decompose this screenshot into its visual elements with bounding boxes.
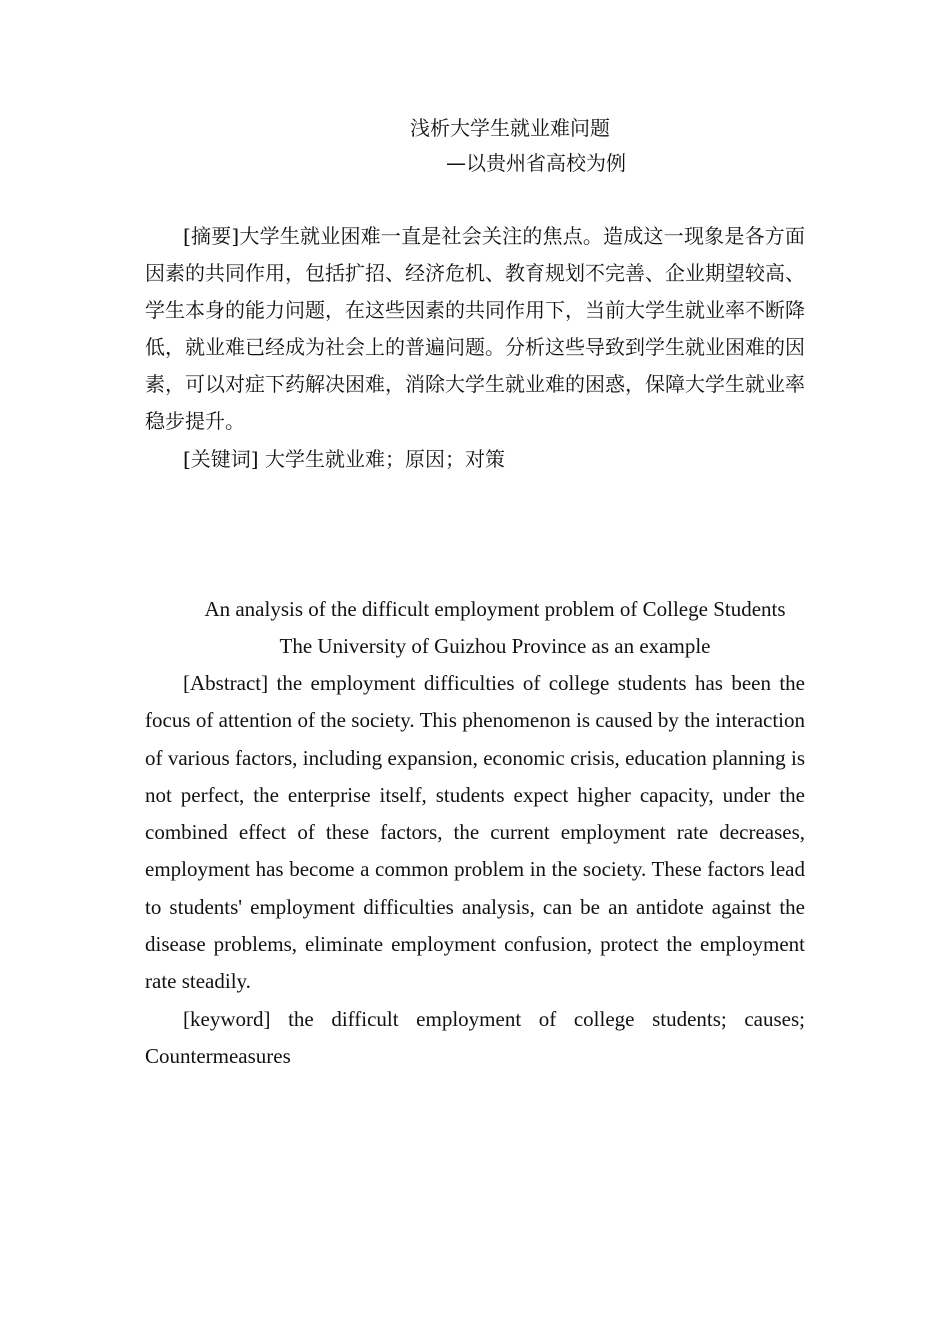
- english-title: An analysis of the difficult employment problem of College Students: [204, 597, 786, 621]
- english-subtitle: The University of Guizhou Province as an example: [279, 634, 711, 658]
- chinese-subtitle: —以贵州省高校为例: [446, 151, 626, 175]
- english-keywords: [keyword] the difficult employment of college students; causes; Countermeasures: [145, 1007, 805, 1069]
- chinese-abstract: [摘要]大学生就业困难一直是社会关注的焦点。造成这一现象是各方面因素的共同作用，包括扩招、经济危机、教育规划不完善、企业期望较高、学生本身的能力问题，在这些因素的共同作用下，当前大学生就业率不断降低，就业难已经成为社会上的普遍问题。分析这些导致到学生就业困难的因素，可以对症下药解决困难，消除大学生就业难的困惑，保障大学生就业率稳步提升。: [145, 224, 805, 433]
- chinese-keywords: [关键词] 大学生就业难；原因；对策: [183, 447, 505, 471]
- english-abstract: [Abstract] the employment difficulties of college students has been the focus of attention of the society. This phenomenon is caused by the interaction of various factors, including expansion, economic crisis, education planning is not perfect, the enterprise itself, students expect higher capacity, under the combined effect of these factors, the current employment rate decreases, employment has become a common problem in the society. These factors lead to students' employment difficulties analysis, can be an antidote against the disease problems, eliminate employment confusion, protect the employment rate steadily.: [145, 671, 805, 994]
- chinese-title: 浅析大学生就业难问题: [410, 116, 610, 140]
